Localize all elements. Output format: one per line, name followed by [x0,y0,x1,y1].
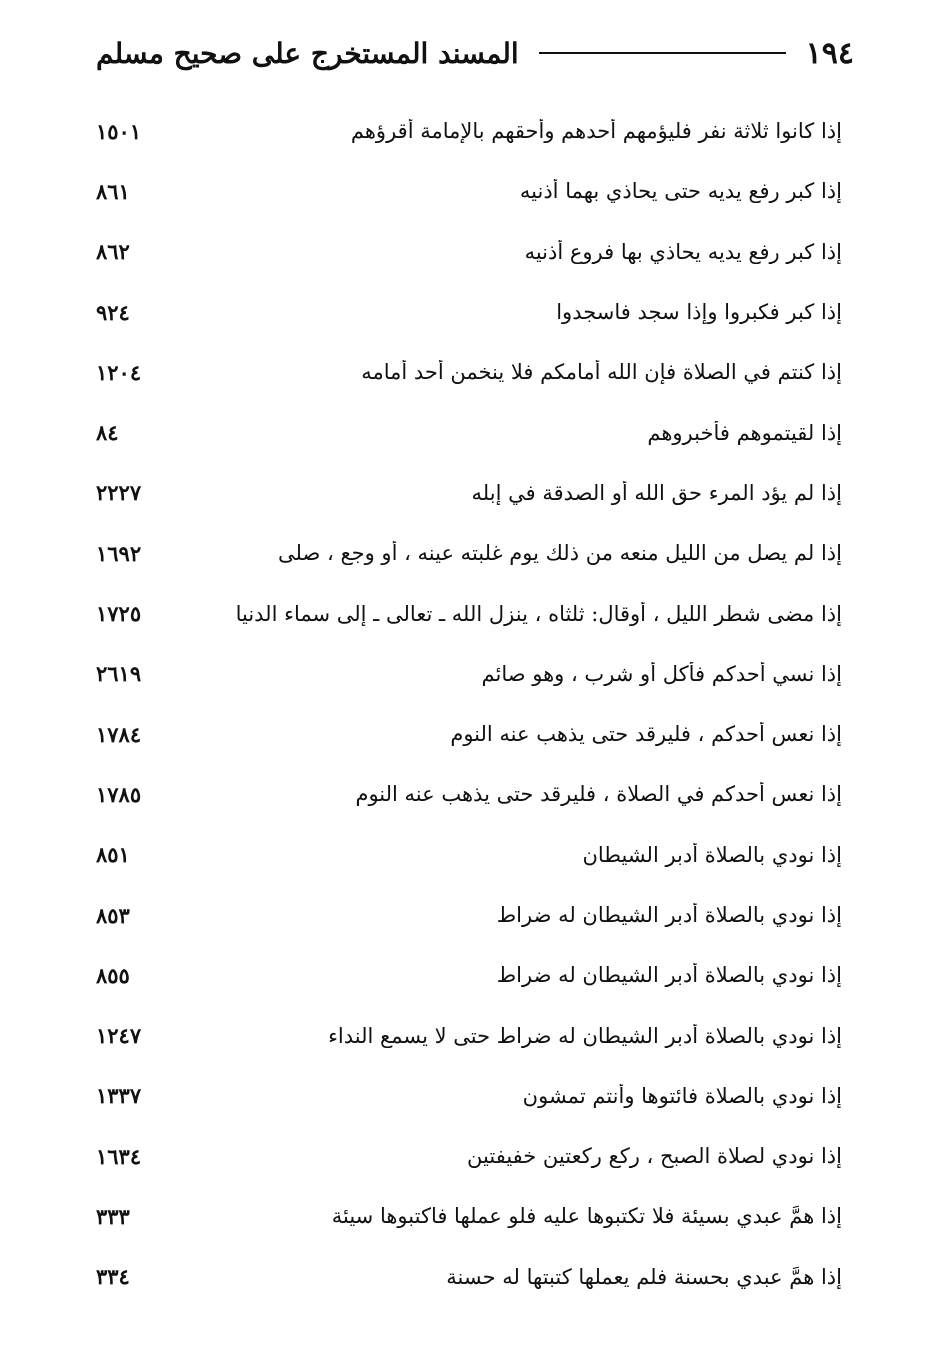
index-row [96,644,842,704]
hadith-text: إذا همَّ عبدي بحسنة فلم يعملها كتبتها له حسنة [446,1264,842,1289]
hadith-text: إذا كبر فكبروا وإذا سجد فاسجدوا [556,300,842,325]
index-row [96,402,842,462]
index-row [96,764,842,824]
hadith-number: ٨٥٣ [96,902,130,928]
hadith-text: إذا نودي لصلاة الصبح ، ركع ركعتين خفيفتين [467,1144,842,1169]
hadith-number: ١٧٢٥ [96,601,142,627]
hadith-text: إذا نعس أحدكم في الصلاة ، فليرقد حتى يذهب عنه النوم [355,782,842,807]
hadith-number: ٨٥١ [96,842,130,868]
hadith-number: ١٢٠٤ [96,359,142,385]
index-row [96,523,842,583]
hadith-number: ١٧٨٤ [96,721,142,747]
page-number: ١٩٤ [805,35,854,71]
index-row [96,1126,842,1186]
book-title: المسند المستخرج على صحيح مسلم [96,36,519,70]
index-row [96,825,842,885]
hadith-text: إذا نودي بالصلاة فائتوها وأنتم تمشون [522,1083,842,1108]
header-rule [539,52,786,54]
hadith-text: إذا همَّ عبدي بسيئة فلا تكتبوها عليه فلو عملها فاكتبوها سيئة [331,1204,842,1229]
index-row [96,463,842,523]
hadith-number: ١٣٣٧ [96,1083,142,1109]
index-row [96,583,842,643]
hadith-number: ٣٣٣ [96,1203,130,1229]
index-row [96,161,842,221]
hadith-number: ١٥٠١ [96,118,142,144]
hadith-number: ١٢٤٧ [96,1023,142,1049]
index-row [96,704,842,764]
hadith-number: ٢٦١٩ [96,661,142,687]
hadith-number: ٢٢٢٧ [96,480,142,506]
hadith-text: إذا كبر رفع يديه يحاذي بها فروع أذنيه [524,239,842,264]
hadith-text: إذا نودي بالصلاة أدبر الشيطان [582,842,842,867]
hadith-number: ٨٥٥ [96,962,130,988]
index-row [96,282,842,342]
hadith-text: إذا نسي أحدكم فأكل أو شرب ، وهو صائم [481,661,842,686]
index-row [96,342,842,402]
hadith-text: إذا نودي بالصلاة أدبر الشيطان له ضراط حتى لا يسمع النداء [328,1023,842,1048]
hadith-text: إذا نعس أحدكم ، فليرقد حتى يذهب عنه النوم [450,722,842,747]
hadith-number: ١٦٣٤ [96,1143,142,1169]
index-row [96,101,842,161]
hadith-text: إذا لم يؤد المرء حق الله أو الصدقة في إبله [471,480,842,505]
hadith-number: ١٧٨٥ [96,781,142,807]
hadith-text: إذا كنتم في الصلاة فإن الله أمامكم فلا ينخمن أحد أمامه [361,360,842,385]
index-row [96,1247,842,1307]
hadith-text: إذا مضى شطر الليل ، أوقال: ثلثاه ، ينزل الله ـ تعالى ـ إلى سماء الدنيا [235,601,842,626]
index-row [96,1005,842,1065]
hadith-number: ٨٦٢ [96,239,130,265]
index-row [96,222,842,282]
hadith-index-list [96,101,842,1307]
hadith-number: ١٦٩٢ [96,540,142,566]
index-row [96,1186,842,1246]
hadith-text: إذا كبر رفع يديه حتى يحاذي بهما أذنيه [519,179,842,204]
hadith-text: إذا نودي بالصلاة أدبر الشيطان له ضراط [496,963,842,988]
hadith-text: إذا لقيتموهم فأخبروهم [647,420,842,445]
hadith-text: إذا نودي بالصلاة أدبر الشيطان له ضراط [496,903,842,927]
index-row [96,885,842,945]
hadith-number: ٩٢٤ [96,299,130,325]
hadith-text: إذا كانوا ثلاثة نفر فليؤمهم أحدهم وأحقهم بالإمامة أقرؤهم [350,119,842,144]
hadith-number: ٨٦١ [96,178,130,204]
index-row [96,945,842,1005]
page-header [96,28,854,78]
index-row [96,1066,842,1126]
hadith-number: ٨٤ [96,420,119,446]
hadith-text: إذا لم يصل من الليل منعه من ذلك يوم غلبته عينه ، أو وجع ، صلى [278,541,842,566]
hadith-number: ٣٣٤ [96,1264,130,1290]
